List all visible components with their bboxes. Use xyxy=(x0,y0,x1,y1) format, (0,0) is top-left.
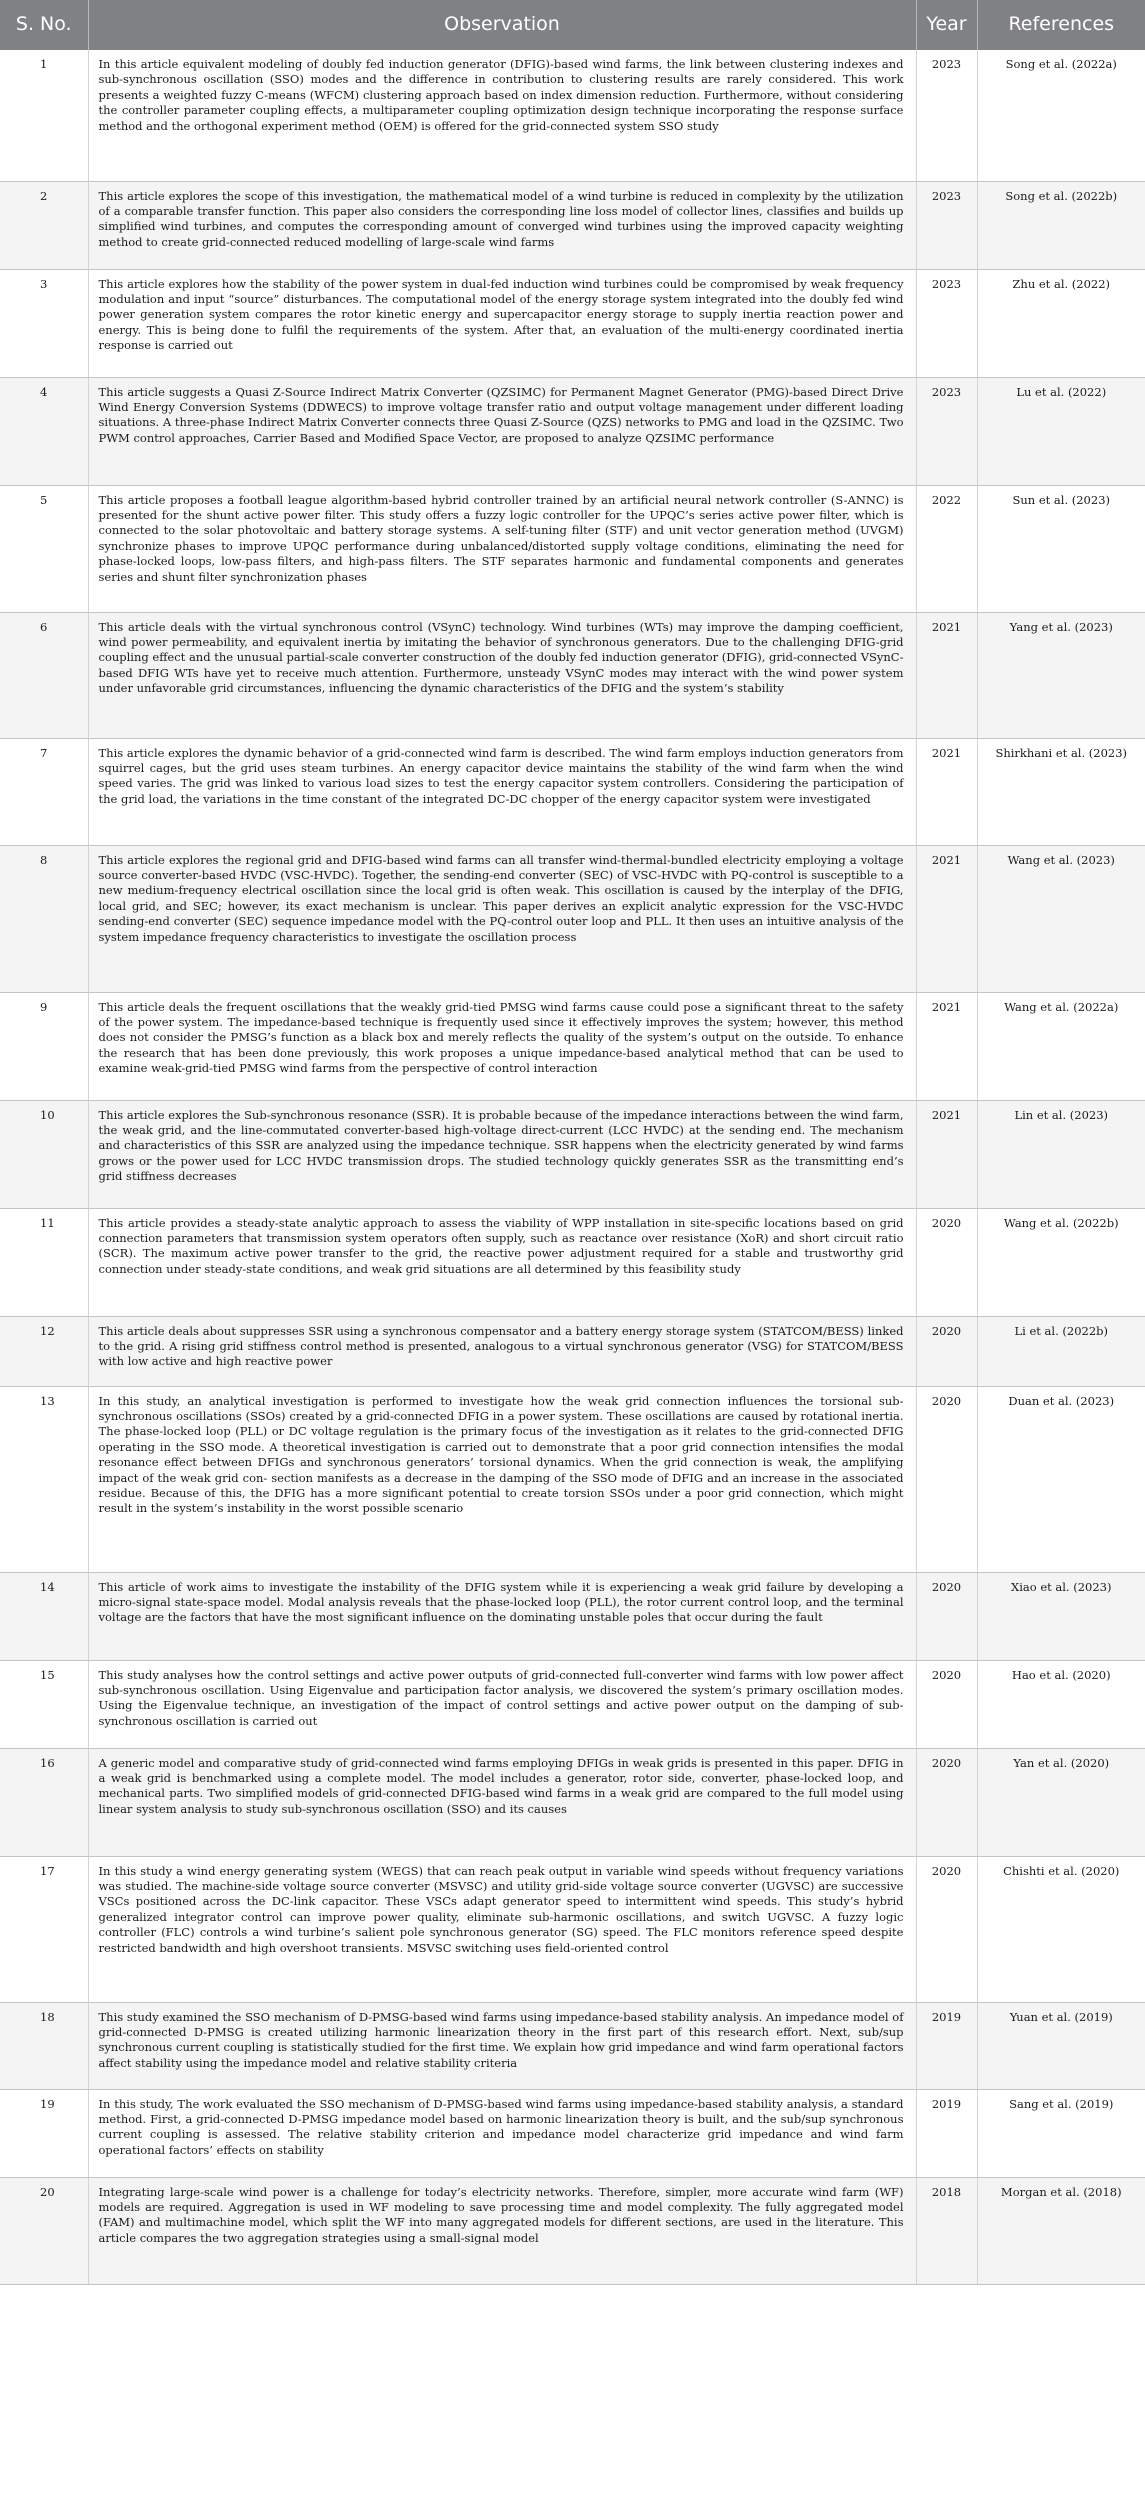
table-row xyxy=(0,377,1145,485)
row-year: 2022 xyxy=(916,485,977,612)
row-sno: 12 xyxy=(0,1316,88,1386)
row-sno: 17 xyxy=(0,1856,88,2002)
row-observation: This article proposes a football league algorithm-based hybrid controller trained by an artificial neural network controller (S-ANNC) is presented for the shunt active power filter. This study offers a fuzzy logic controller for the UPQC’s series active power filter, which is connected to the solar photovoltaic and battery storage systems. A self-tuning filter (STF) and unit vector generation method (UVGM) synchronize phases to improve UPQC performance during unbalanced/distorted supply voltage conditions, eliminating the need for phase-locked loops, low-pass filters, and high-pass filters. The STF separates harmonic and fundamental components and generates series and shunt filter synchronization phases xyxy=(88,485,916,612)
table-row xyxy=(0,50,1145,181)
header-year: Year xyxy=(916,0,977,50)
row-reference: Hao et al. (2020) xyxy=(977,1660,1145,1748)
header-observation: Observation xyxy=(88,0,916,50)
row-observation: This study examined the SSO mechanism of D-PMSG-based wind farms using impedance-based stability analysis. An impedance model of grid-connected D-PMSG is created utilizing harmonic linearization theory in the first part of this research effort. Next, sub/sup synchronous current coupling is statistically studied for the first time. We explain how grid impedance and wind farm operational factors affect stability using the impedance model and relative stability criteria xyxy=(88,2002,916,2089)
table-row xyxy=(0,181,1145,269)
table-row xyxy=(0,1748,1145,1856)
table-row xyxy=(0,1100,1145,1208)
row-sno: 2 xyxy=(0,181,88,269)
row-year: 2020 xyxy=(916,1386,977,1572)
row-observation: In this article equivalent modeling of doubly fed induction generator (DFIG)-based wind farms, the link between clustering indexes and sub-synchronous oscillation (SSO) modes and the difference in contribution to clustering results are rarely considered. This work presents a weighted fuzzy C-means (WFCM) clustering approach based on index dimension reduction. Furthermore, without considering the controller parameter coupling effects, a multiparameter coupling optimization design technique incorporating the response surface method and the orthogonal experiment method (OEM) is offered for the grid-connected system SSO study xyxy=(88,50,916,181)
row-reference: Chishti et al. (2020) xyxy=(977,1856,1145,2002)
row-year: 2019 xyxy=(916,2089,977,2177)
row-observation: This article provides a steady-state analytic approach to assess the viability of WPP installation in site-specific locations based on grid connection parameters that transmission system operators often supply, such as reactance over resistance (XoR) and short circuit ratio (SCR). The maximum active power transfer to the grid, the reactive power adjustment required for a stable and trustworthy grid connection under steady-state conditions, and weak grid situations are all determined by this feasibility study xyxy=(88,1208,916,1316)
row-reference: Wang et al. (2022a) xyxy=(977,992,1145,1100)
header-references: References xyxy=(977,0,1145,50)
row-reference: Sang et al. (2019) xyxy=(977,2089,1145,2177)
row-observation: In this study, The work evaluated the SSO mechanism of D-PMSG-based wind farms using impedance-based stability analysis, a standard method. First, a grid-connected D-PMSG impedance model based on harmonic linearization theory is built, and the sub/sup synchronous current coupling is assessed. The relative stability criterion and impedance model characterize grid impedance and wind farm operational factors’ effects on stability xyxy=(88,2089,916,2177)
row-sno: 16 xyxy=(0,1748,88,1856)
row-sno: 14 xyxy=(0,1572,88,1660)
row-observation: This article explores how the stability of the power system in dual-fed induction wind turbines could be compromised by weak frequency modulation and input “source” disturbances. The computational model of the energy storage system integrated into the doubly fed wind power generation system compares the rotor kinetic energy and supercapacitor energy storage to supply inertia reaction power and energy. This is being done to fulfil the requirements of the system. After that, an evaluation of the multi-energy coordinated inertia response is carried out xyxy=(88,269,916,377)
row-reference: Li et al. (2022b) xyxy=(977,1316,1145,1386)
row-reference: Duan et al. (2023) xyxy=(977,1386,1145,1572)
row-sno: 8 xyxy=(0,845,88,992)
table-body xyxy=(0,50,1145,2284)
header-sno: S. No. xyxy=(0,0,88,50)
row-reference: Morgan et al. (2018) xyxy=(977,2177,1145,2284)
table-row xyxy=(0,1316,1145,1386)
row-observation: This article deals the frequent oscillations that the weakly grid-tied PMSG wind farms cause could pose a significant threat to the safety of the power system. The impedance-based technique is frequently used since it effectively improves the system; however, this method does not consider the PMSG’s function as a black box and merely reflects the quality of the system’s output on the outside. To enhance the research that has been done previously, this work proposes a unique impedance-based analytical method that can be used to examine weak-grid-tied PMSG wind farms from the perspective of control interaction xyxy=(88,992,916,1100)
row-observation: Integrating large-scale wind power is a challenge for today’s electricity networks. Therefore, simpler, more accurate wind farm (WF) models are required. Aggregation is used in WF modeling to save processing time and model complexity. The fully aggregated model (FAM) and multimachine model, which split the WF into many aggregated models for different sections, are used in the literature. This article compares the two aggregation strategies using a small-signal model xyxy=(88,2177,916,2284)
row-year: 2020 xyxy=(916,1208,977,1316)
row-sno: 13 xyxy=(0,1386,88,1572)
row-reference: Yuan et al. (2019) xyxy=(977,2002,1145,2089)
row-year: 2021 xyxy=(916,1100,977,1208)
row-reference: Yan et al. (2020) xyxy=(977,1748,1145,1856)
row-year: 2020 xyxy=(916,1748,977,1856)
row-sno: 6 xyxy=(0,612,88,738)
table-row xyxy=(0,845,1145,992)
header-row xyxy=(0,0,1145,50)
table-row xyxy=(0,2089,1145,2177)
row-reference: Zhu et al. (2022) xyxy=(977,269,1145,377)
row-sno: 11 xyxy=(0,1208,88,1316)
table-row xyxy=(0,738,1145,845)
table-row xyxy=(0,1386,1145,1572)
row-year: 2023 xyxy=(916,377,977,485)
row-year: 2021 xyxy=(916,738,977,845)
row-reference: Sun et al. (2023) xyxy=(977,485,1145,612)
row-observation: A generic model and comparative study of grid-connected wind farms employing DFIGs in weak grids is presented in this paper. DFIG in a weak grid is benchmarked using a complete model. The model includes a generator, rotor side, converter, phase-locked loop, and mechanical parts. Two simplified models of grid-connected DFIG-based wind farms in a weak grid are compared to the full model using linear system analysis to study sub-synchronous oscillation (SSO) and its causes xyxy=(88,1748,916,1856)
row-observation: This article explores the regional grid and DFIG-based wind farms can all transfer wind-thermal-bundled electricity employing a voltage source converter-based HVDC (VSC-HVDC). Together, the sending-end converter (SEC) of VSC-HVDC with PQ-control is susceptible to a new medium-frequency electrical oscillation since the local grid is often weak. This oscillation is caused by the interplay of the DFIG, local grid, and SEC; however, its exact mechanism is unclear. This paper derives an explicit analytic expression for the VSC-HVDC sending-end converter (SEC) sequence impedance model with the PQ-control outer loop and PLL. It then uses an intuitive analysis of the system impedance frequency characteristics to investigate the oscillation process xyxy=(88,845,916,992)
row-observation: This article suggests a Quasi Z-Source Indirect Matrix Converter (QZSIMC) for Permanent Magnet Generator (PMG)-based Direct Drive Wind Energy Conversion Systems (DDWECS) to improve voltage transfer ratio and output voltage management under different loading situations. A three-phase Indirect Matrix Converter connects three Quasi Z-Source (QZS) networks to PMG and load in the QZSIMC. Two PWM control approaches, Carrier Based and Modified Space Vector, are proposed to analyze QZSIMC performance xyxy=(88,377,916,485)
table-row xyxy=(0,992,1145,1100)
table-row xyxy=(0,1208,1145,1316)
row-observation: This article explores the Sub-synchronous resonance (SSR). It is probable because of the impedance interactions between the wind farm, the weak grid, and the line-commutated converter-based high-voltage direct-current (LCC HVDC) at the sending end. The mechanism and characteristics of this SSR are analyzed using the impedance technique. SSR happens when the electricity generated by wind farms grows or the power used for LCC HVDC transmission drops. The studied technology quickly generates SSR as the transmitting end’s grid stiffness decreases xyxy=(88,1100,916,1208)
table-row xyxy=(0,485,1145,612)
row-year: 2023 xyxy=(916,269,977,377)
row-reference: Shirkhani et al. (2023) xyxy=(977,738,1145,845)
row-observation: In this study a wind energy generating system (WEGS) that can reach peak output in variable wind speeds without frequency variations was studied. The machine-side voltage source converter (MSVSC) and utility grid-side voltage source converter (UGVSC) are successive VSCs positioned across the DC-link capacitor. These VSCs adapt generator speed to intermittent wind speeds. This study’s hybrid generalized integrator control can improve power quality, eliminate sub-harmonic oscillations, and switch UGVSC. A fuzzy logic controller (FLC) controls a wind turbine’s salient pole synchronous generator (SG) speed. The FLC monitors reference speed despite restricted bandwidth and high overshoot transients. MSVSC switching uses field-oriented control xyxy=(88,1856,916,2002)
row-year: 2020 xyxy=(916,1660,977,1748)
row-year: 2023 xyxy=(916,50,977,181)
row-year: 2018 xyxy=(916,2177,977,2284)
table-row xyxy=(0,612,1145,738)
row-reference: Song et al. (2022a) xyxy=(977,50,1145,181)
row-year: 2021 xyxy=(916,992,977,1100)
row-observation: This article of work aims to investigate the instability of the DFIG system while it is experiencing a weak grid failure by developing a micro-signal state-space model. Modal analysis reveals that the phase-locked loop (PLL), the rotor current control loop, and the terminal voltage are the factors that have the most significant influence on the dominating unstable poles that occur during the fault xyxy=(88,1572,916,1660)
row-sno: 10 xyxy=(0,1100,88,1208)
row-sno: 20 xyxy=(0,2177,88,2284)
row-observation: This study analyses how the control settings and active power outputs of grid-connected full-converter wind farms with low power affect sub-synchronous oscillation. Using Eigenvalue and participation factor analysis, we discovered the system’s primary oscillation modes. Using the Eigenvalue technique, an investigation of the impact of control settings and active power output on the damping of sub-synchronous oscillation is carried out xyxy=(88,1660,916,1748)
row-sno: 7 xyxy=(0,738,88,845)
table-row xyxy=(0,2177,1145,2284)
row-year: 2020 xyxy=(916,1856,977,2002)
row-year: 2019 xyxy=(916,2002,977,2089)
row-reference: Yang et al. (2023) xyxy=(977,612,1145,738)
row-reference: Wang et al. (2023) xyxy=(977,845,1145,992)
table-row xyxy=(0,2002,1145,2089)
table-row xyxy=(0,1856,1145,2002)
row-year: 2021 xyxy=(916,845,977,992)
table-row xyxy=(0,1572,1145,1660)
row-sno: 15 xyxy=(0,1660,88,1748)
row-year: 2021 xyxy=(916,612,977,738)
row-sno: 19 xyxy=(0,2089,88,2177)
row-observation: This article explores the dynamic behavior of a grid-connected wind farm is described. The wind farm employs induction generators from squirrel cages, but the grid uses steam turbines. An energy capacitor device maintains the stability of the wind farm when the wind speed varies. The grid was linked to various load sizes to test the energy capacitor system controllers. Considering the participation of the grid load, the variations in the time constant of the integrated DC-DC chopper of the energy capacitor system were investigated xyxy=(88,738,916,845)
row-reference: Song et al. (2022b) xyxy=(977,181,1145,269)
row-observation: This article deals with the virtual synchronous control (VSynC) technology. Wind turbines (WTs) may improve the damping coefficient, wind power permeability, and equivalent inertia by imitating the behavior of synchronous generators. Due to the challenging DFIG-grid coupling effect and the unusual partial-scale converter construction of the doubly fed induction generator (DFIG), grid-connected VSynC-based DFIG WTs have yet to receive much attention. Furthermore, unsteady VSynC modes may interact with the wind power system under unfavorable grid circumstances, influencing the dynamic characteristics of the DFIG and the system’s stability xyxy=(88,612,916,738)
row-year: 2020 xyxy=(916,1316,977,1386)
row-year: 2023 xyxy=(916,181,977,269)
row-sno: 1 xyxy=(0,50,88,181)
row-sno: 18 xyxy=(0,2002,88,2089)
row-reference: Lin et al. (2023) xyxy=(977,1100,1145,1208)
row-reference: Lu et al. (2022) xyxy=(977,377,1145,485)
row-observation: This article deals about suppresses SSR using a synchronous compensator and a battery energy storage system (STATCOM/BESS) linked to the grid. A rising grid stiffness control method is presented, analogous to a virtual synchronous generator (VSG) for STATCOM/BESS with low active and high reactive power xyxy=(88,1316,916,1386)
row-sno: 5 xyxy=(0,485,88,612)
row-observation: In this study, an analytical investigation is performed to investigate how the weak grid connection influences the torsional sub-synchronous oscillations (SSOs) created by a grid-connected DFIG in a power system. These oscillations are caused by rotational inertia. The phase-locked loop (PLL) or DC voltage regulation is the primary focus of the investigation as it relates to the grid-connected DFIG operating in the SSO mode. A theoretical investigation is carried out to demonstrate that a poor grid connection intensifies the modal resonance effect between DFIGs and synchronous generators’ torsional dynamics. When the grid connection is weak, the amplifying impact of the weak grid con- section manifests as a decrease in the damping of the SSO mode of DFIG and an increase in the associated residue. Because of this, the DFIG has a more significant potential to create torsion SSOs under a poor grid connection, which might result in the system’s instability in the worst possible scenario xyxy=(88,1386,916,1572)
row-sno: 4 xyxy=(0,377,88,485)
row-reference: Wang et al. (2022b) xyxy=(977,1208,1145,1316)
table-row xyxy=(0,1660,1145,1748)
row-reference: Xiao et al. (2023) xyxy=(977,1572,1145,1660)
row-sno: 9 xyxy=(0,992,88,1100)
row-observation: This article explores the scope of this investigation, the mathematical model of a wind turbine is reduced in complexity by the utilization of a comparable transfer function. This paper also considers the corresponding line loss model of collector lines, classifies and builds up simplified wind turbines, and computes the corresponding amount of converged wind turbines using the improved capacity weighting method to create grid-connected reduced modelling of large-scale wind farms xyxy=(88,181,916,269)
row-sno: 3 xyxy=(0,269,88,377)
row-year: 2020 xyxy=(916,1572,977,1660)
table-row xyxy=(0,269,1145,377)
